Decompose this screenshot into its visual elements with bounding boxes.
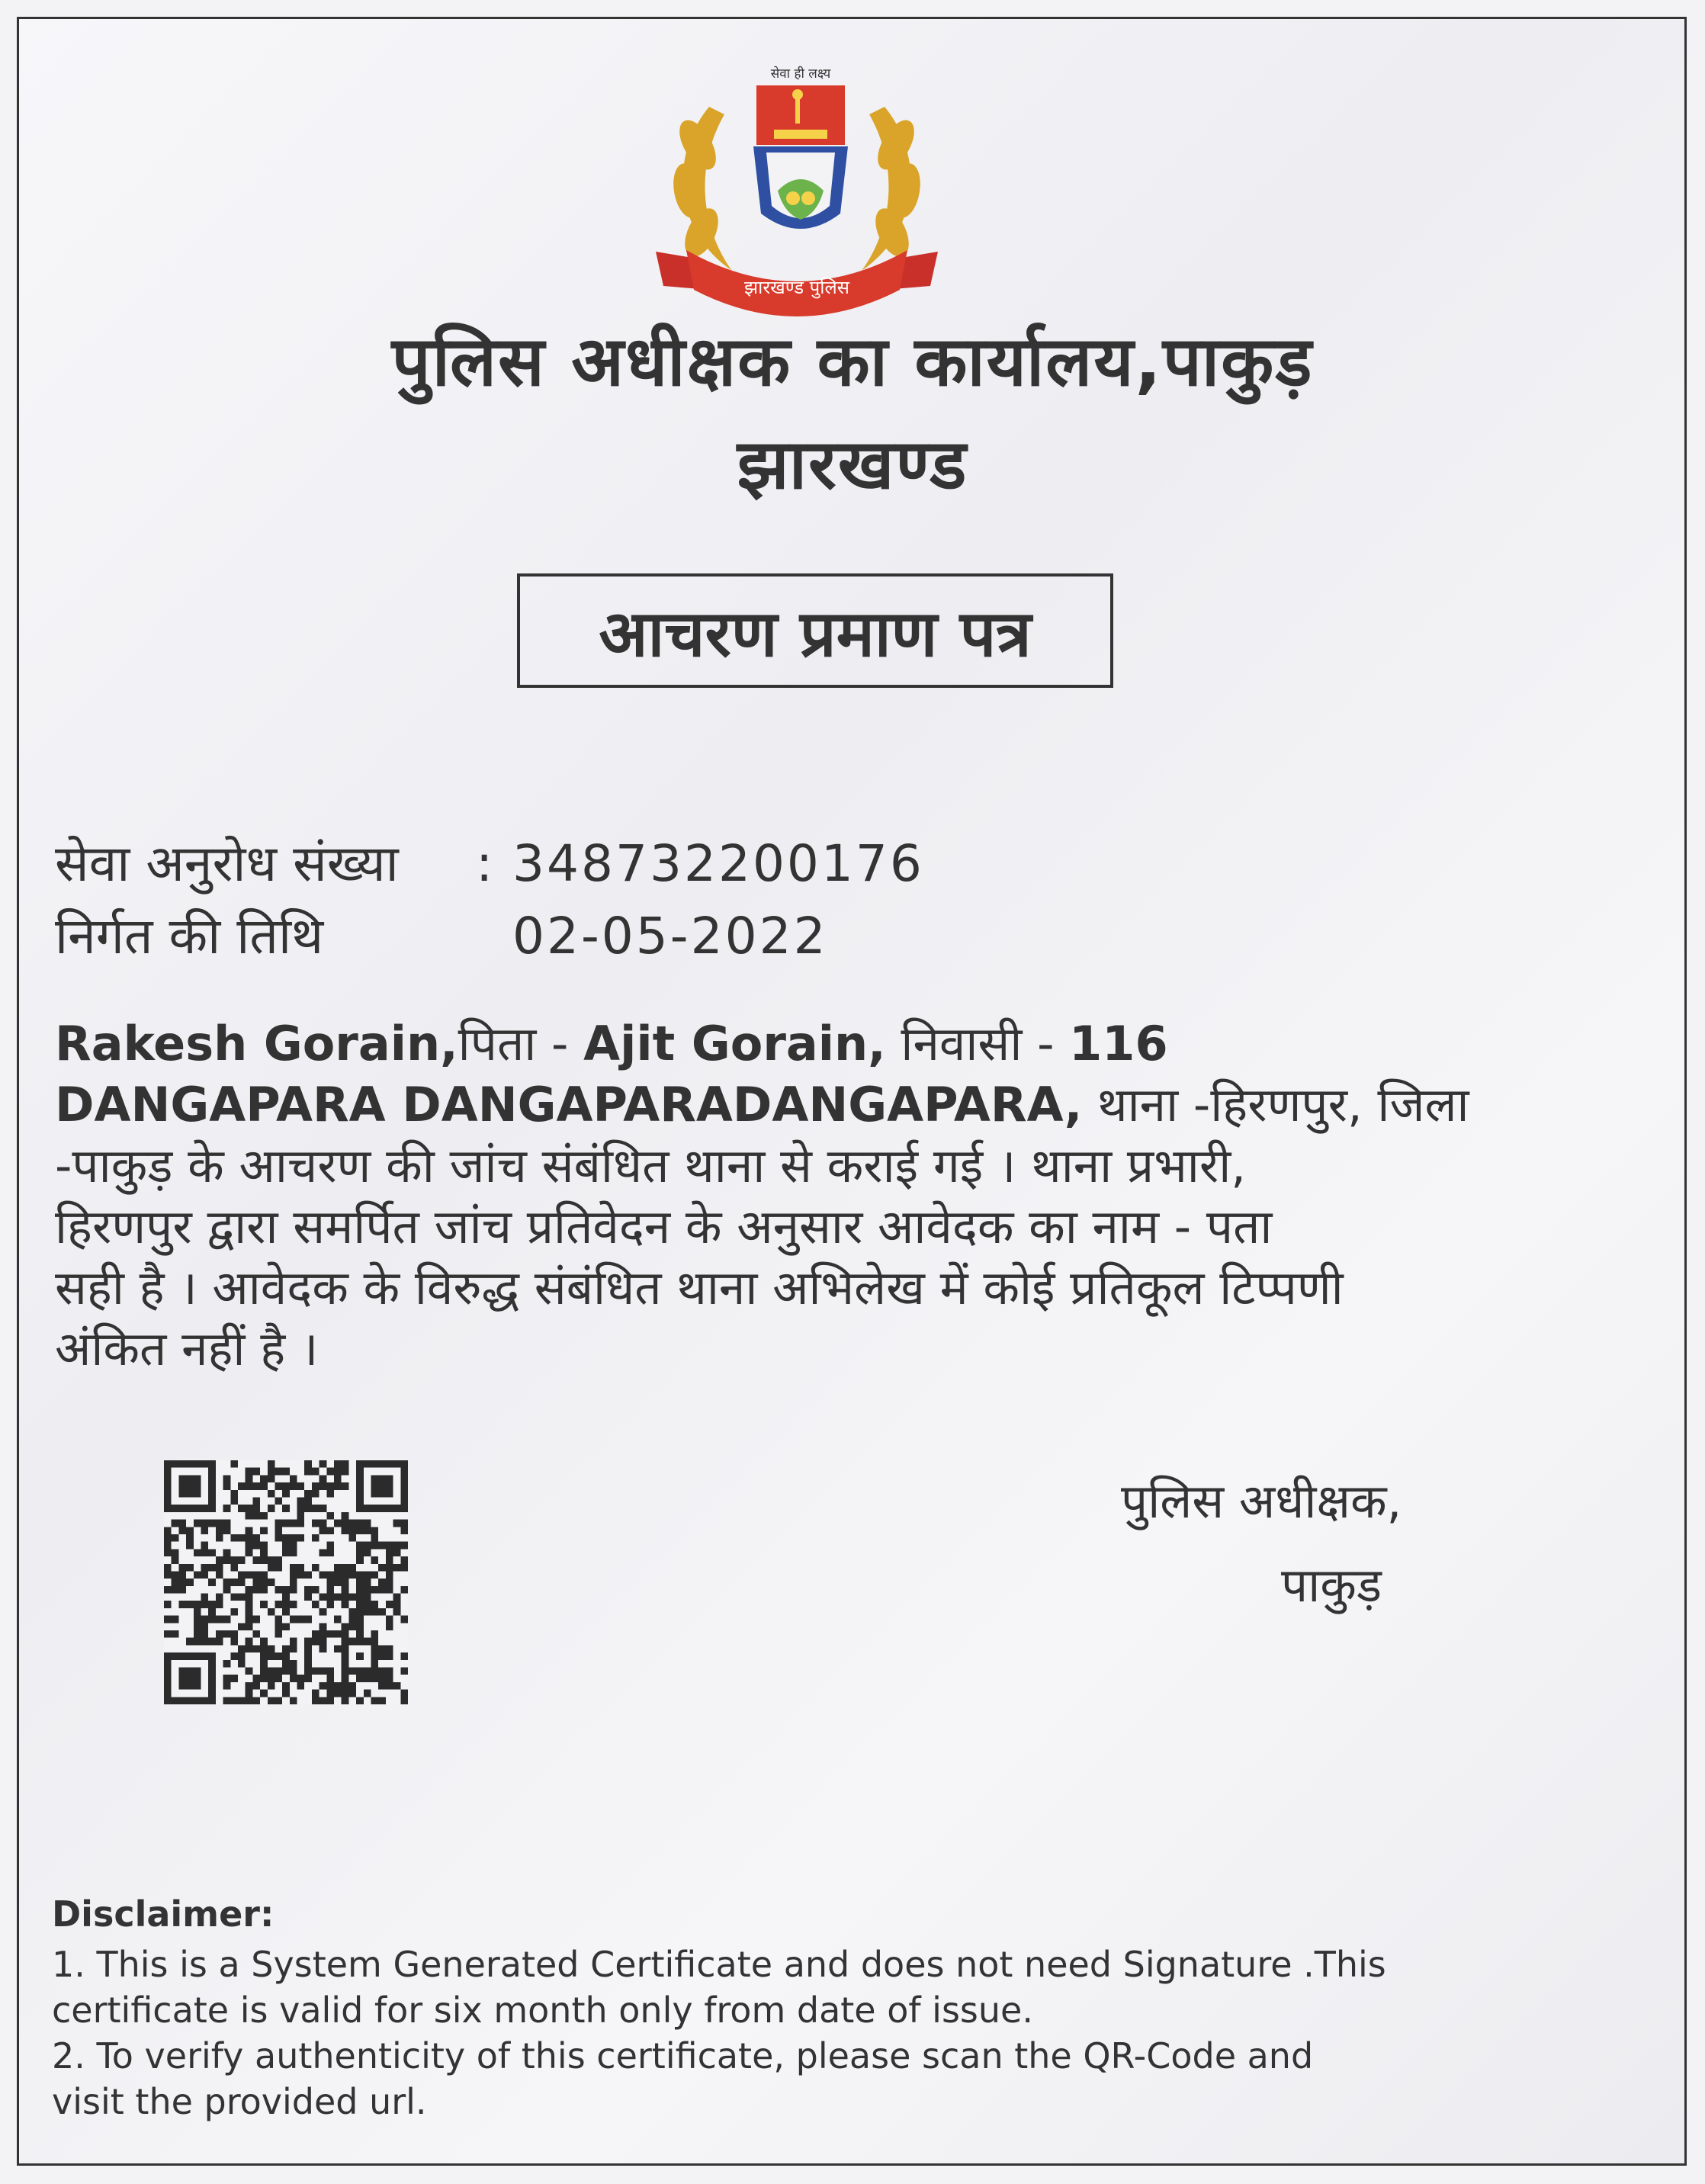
- disclaimer-line-1: 1. This is a System Generated Certificate and does not need Signature .This: [52, 1944, 1386, 1985]
- issue-date-label: निर्गत की तिथि: [55, 907, 324, 965]
- jharkhand-police-emblem: [641, 61, 953, 336]
- disclaimer-line-4: visit the provided url.: [52, 2081, 427, 2122]
- office-title: पुलिस अधीक्षक का कार्यालय,पाकुड़: [391, 322, 1314, 402]
- signatory-designation: पुलिस अधीक्षक,: [1121, 1473, 1402, 1529]
- resident-label: निवासी -: [885, 1016, 1070, 1071]
- state-title: झारखण्ड: [737, 425, 968, 505]
- request-number-label: सेवा अनुरोध संख्या: [55, 834, 399, 893]
- certificate-title-box: [517, 573, 1113, 688]
- body-line-6: अंकित नहीं है ।: [55, 1321, 319, 1376]
- father-name: Ajit Gorain,: [583, 1016, 886, 1071]
- disclaimer-heading: Disclaimer:: [52, 1893, 275, 1935]
- emblem-banner: [656, 250, 938, 316]
- issue-date-row: [55, 900, 828, 968]
- request-number-row: सेवा अनुरोध संख्या : 348732200176: [55, 827, 924, 896]
- signatory-location: पाकुड़: [1281, 1557, 1382, 1613]
- body-line-1: [55, 1010, 1168, 1074]
- emblem-shield: [753, 85, 848, 229]
- certificate-title: आचरण प्रमाण पत्र: [599, 596, 1032, 671]
- disclaimer-line-2: certificate is valid for six month only from date of issue.: [52, 1990, 1033, 2031]
- disclaimer-line-3: 2. To verify authenticity of this certificate, please scan the QR-Code and: [52, 2035, 1314, 2076]
- father-label: पिता -: [458, 1016, 584, 1071]
- body-line-5: सही है । आवेदक के विरुद्ध संबंधित थाना अभिलेख में कोई प्रतिकूल टिप्पणी: [55, 1260, 1344, 1315]
- verification-qr-code[interactable]: [164, 1460, 408, 1704]
- request-number-value: 348732200176: [512, 834, 924, 893]
- emblem-motto: सेवा ही लक्ष्य: [770, 66, 831, 82]
- body-line-2: [55, 1071, 1469, 1135]
- issue-date-value: 02-05-2022: [512, 907, 828, 965]
- police-station-district: थाना -हिरणपुर, जिला: [1082, 1077, 1469, 1132]
- body-line-3: -पाकुड़ के आचरण की जांच संबंधित थाना से कराई गई । थाना प्रभारी,: [55, 1138, 1246, 1193]
- body-line-4: हिरणपुर द्वारा समर्पित जांच प्रतिवेदन के अनुसार आवेदक का नाम - पता: [55, 1199, 1273, 1254]
- applicant-address: DANGAPARA DANGAPARADANGAPARA,: [55, 1077, 1083, 1132]
- emblem-banner-text: झारखण्ड पुलिस: [743, 277, 850, 298]
- house-number: 116: [1069, 1016, 1168, 1071]
- applicant-name: Rakesh Gorain,: [55, 1016, 458, 1071]
